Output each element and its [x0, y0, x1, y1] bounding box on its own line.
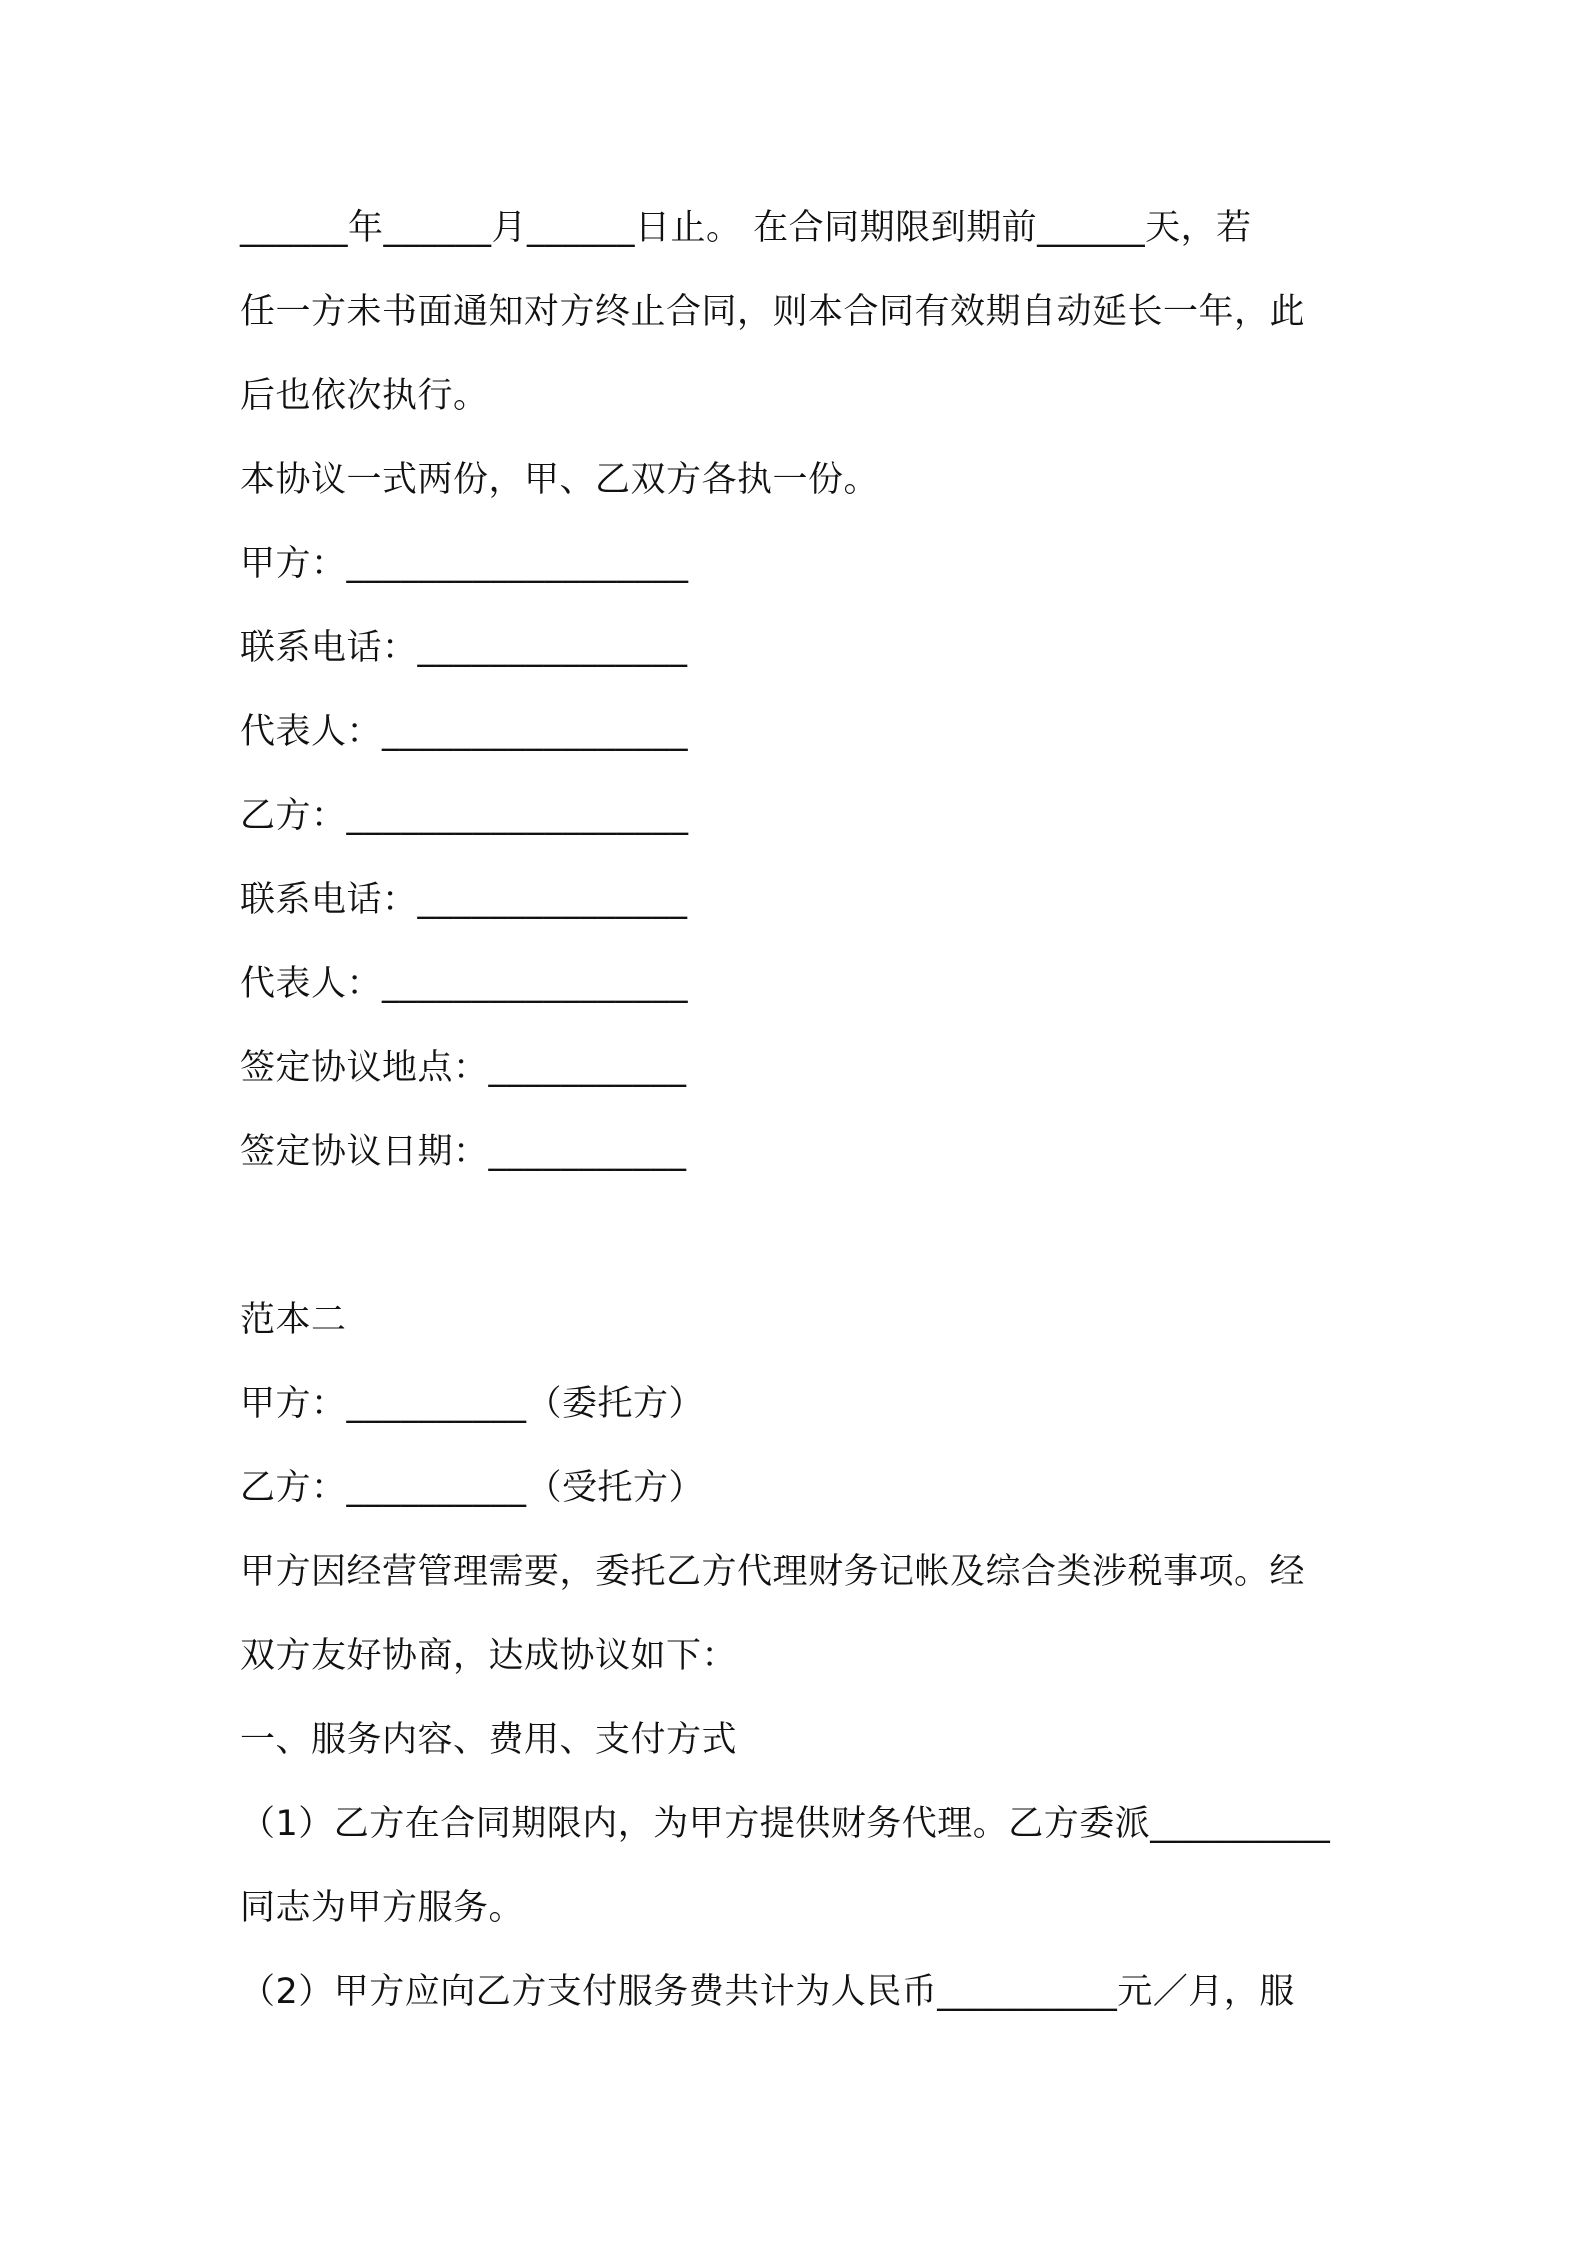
party-a-field: 甲方：___________________ — [240, 544, 689, 584]
party-b-field: 乙方：___________________ — [240, 796, 689, 836]
text-line-agreement: 双方友好协商，达成协议如下： — [240, 1636, 738, 1676]
clause-item-1: （1）乙方在合同期限内，为甲方提供财务代理。乙方委派__________ — [240, 1804, 1331, 1844]
text-line-copies: 本协议一式两份，甲、乙双方各执一份。 — [240, 460, 880, 500]
clause-item-1-continued: 同志为甲方服务。 — [240, 1888, 525, 1928]
clause-item-2: （2）甲方应向乙方支付服务费共计为人民币__________元／月，服 — [240, 1972, 1295, 2012]
party-b-representative-field: 代表人：_________________ — [240, 964, 689, 1004]
agent-party-field: 乙方：__________（受托方） — [240, 1468, 705, 1508]
clause-heading-services: 一、服务内容、费用、支付方式 — [240, 1720, 738, 1760]
text-line-renewal-continued: 后也依次执行。 — [240, 376, 489, 416]
party-b-phone-field: 联系电话：_______________ — [240, 880, 688, 920]
principal-party-field: 甲方：__________（委托方） — [240, 1384, 705, 1424]
signing-date-field: 签定协议日期：___________ — [240, 1132, 687, 1172]
party-a-representative-field: 代表人：_________________ — [240, 712, 689, 752]
text-line-term-end-date: ______年______月______日止。 在合同期限到期前______天，若 — [240, 208, 1252, 248]
text-line-auto-renewal: 任一方未书面通知对方终止合同，则本合同有效期自动延长一年，此 — [240, 292, 1306, 332]
text-line-purpose: 甲方因经营管理需要，委托乙方代理财务记帐及综合类涉税事项。经 — [240, 1552, 1306, 1592]
signing-place-field: 签定协议地点：___________ — [240, 1048, 687, 1088]
section-heading-template-two: 范本二 — [240, 1300, 347, 1340]
party-a-phone-field: 联系电话：_______________ — [240, 628, 688, 668]
